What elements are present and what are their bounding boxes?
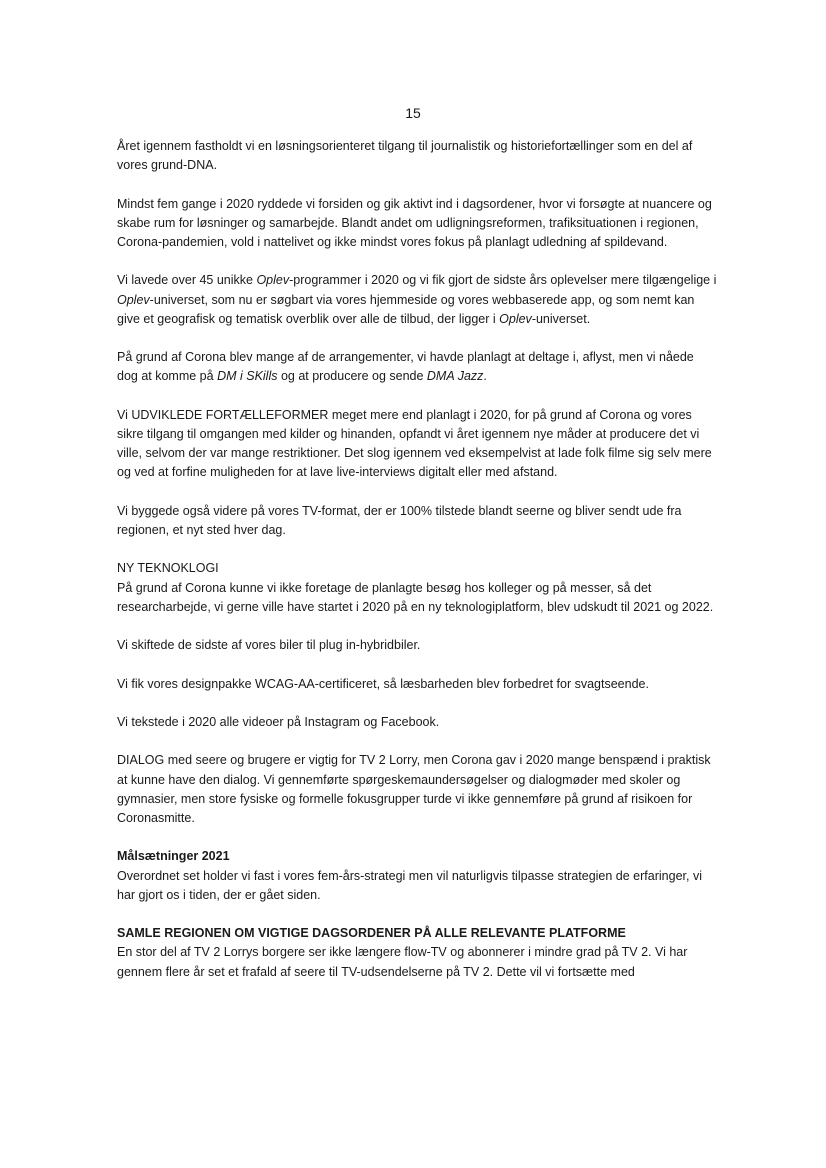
paragraph-maalsaetninger: Overordnet set holder vi fast i vores fem-års-strategi men vil naturligvis tilpasse strategien de erfaringer, vi har gjort os i tiden, der er gået siden.	[117, 868, 702, 902]
paragraph-dialog: DIALOG med seere og brugere er vigtig for TV 2 Lorry, men Corona gav i 2020 mange benspænd i praktisk at kunne have den dialog. Vi gennemførte spørgeskemaundersøgelser og dialogmøder med skoler og gymnasier, men store fysiske og formelle fokusgrupper turde vi ikke gennemføre på grund af risikoen for Coronasmitte.	[117, 753, 711, 825]
heading-ny-teknologi: NY TEKNOKLOGI	[117, 561, 219, 576]
page-number: 15	[405, 105, 421, 121]
italic-run: Oplev	[117, 292, 150, 307]
italic-run: Oplev	[499, 311, 532, 326]
paragraph-samle-regionen: En stor del af TV 2 Lorrys borgere ser ikke længere flow-TV og abonnerer i mindre grad på TV 2. Vi har gennem flere år set et frafald af seere til TV-udsendelserne på TV 2. Dette vil vi fortsætte med	[117, 945, 688, 979]
text-run: -universet.	[531, 311, 591, 326]
heading-samle-regionen: SAMLE REGIONEN OM VIGTIGE DAGSORDENER PÅ ALLE RELEVANTE PLATFORME	[117, 926, 626, 941]
italic-run: DMA Jazz	[426, 369, 484, 384]
paragraph-biler: Vi skiftede de sidste af vores biler til plug in-hybridbiler.	[117, 638, 421, 653]
text-run: .	[483, 369, 487, 384]
text-run: Vi lavede over 45 unikke	[117, 273, 257, 288]
text-run: og at producere og sende	[277, 369, 427, 384]
paragraph-arrangementer	[117, 348, 717, 386]
paragraph-fortaelleformer: Vi UDVIKLEDE FORTÆLLEFORMER meget mere end planlagt i 2020, for på grund af Corona og vores sikre tilgang til omgangen med kilder og hinanden, opfandt vi året igennem nye måder at producere det vi ville, selvom der var mange restriktioner. Det slog igennem ved eksempelvist at lade folk filme sig selv mere og ved at forfine muligheden for at lave live-interviews digitalt eller med afstand.	[117, 407, 712, 480]
text-run: -universet, som nu er søgbart via vores hjemmeside og vores webbaserede app, og som nemt kan give et geografisk og tematisk overblik over alle de tilbud, der ligger i	[117, 292, 695, 326]
page-body	[117, 137, 717, 982]
paragraph-tekstning: Vi tekstede i 2020 alle videoer på Instagram og Facebook.	[117, 714, 440, 729]
paragraph-grund-dna: Året igennem fastholdt vi en løsningsorienteret tilgang til journalistik og historiefortællinger som en del af vores grund-DNA.	[117, 139, 693, 173]
paragraph-tv-format: Vi byggede også videre på vores TV-format, der er 100% tilstede blandt seerne og bliver sendt ude fra regionen, et nyt sted hver dag.	[117, 503, 682, 537]
italic-run: Oplev	[256, 273, 290, 288]
paragraph-wcag: Vi fik vores designpakke WCAG-AA-certificeret, så læsbarheden blev forbedret for svagtseende.	[117, 676, 649, 691]
text-run: På grund af Corona blev mange af de arrangementer, vi havde planlagt at deltage i, aflyst, men vi nåede dog at komme på	[117, 350, 694, 384]
heading-maalsaetninger: Målsætninger 2021	[117, 849, 230, 864]
paragraph-dagsordener: Mindst fem gange i 2020 ryddede vi forsiden og gik aktivt ind i dagsordener, hvor vi forsøgte at nuancere og skabe rum for løsninger og samarbejde. Blandt andet om udligningsreformen, trafiksituationen i regionen, Corona-pandemien, vold i nattelivet og ikke mindst vores fokus på planlagt udledning af spildevand.	[117, 196, 712, 249]
italic-run: DM i SKills	[217, 369, 278, 384]
paragraph-oplev	[117, 271, 717, 329]
paragraph-ny-teknologi: På grund af Corona kunne vi ikke foretage de planlagte besøg hos kolleger og på messer, så det researcharbejde, vi gerne ville have startet i 2020 på en ny teknologiplatform, blev udskudt til 2021 og 2022.	[117, 580, 714, 614]
text-run: -programmer i 2020 og vi fik gjort de sidste års oplevelser mere tilgængelige i	[289, 273, 717, 288]
